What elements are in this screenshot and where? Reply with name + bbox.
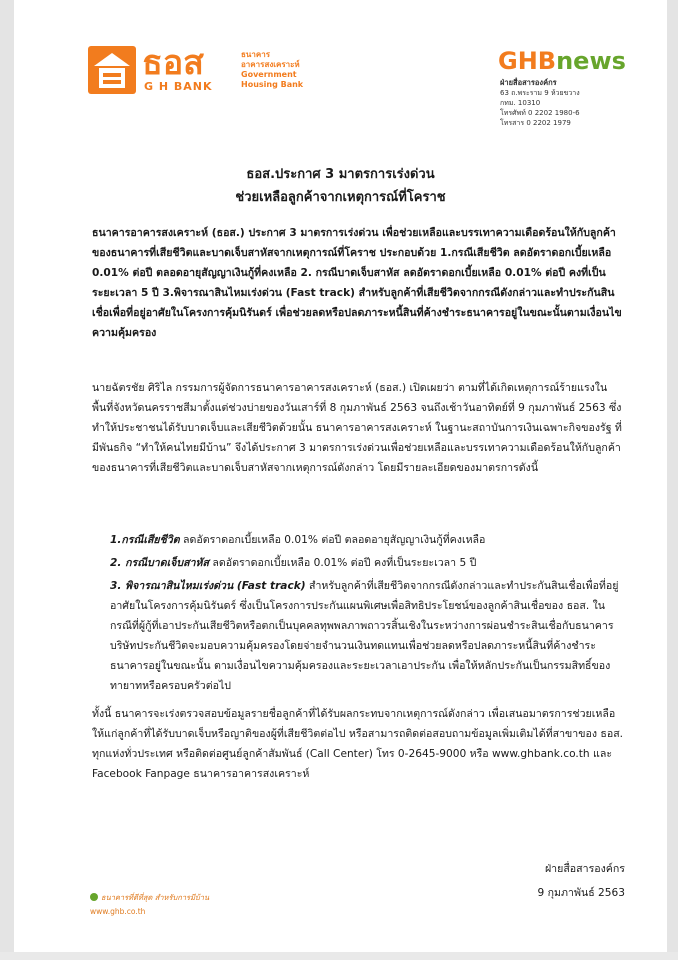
- body-paragraph-1: นายฉัตรชัย ศิริไล กรรมการผู้จัดการธนาคารอาคารสงเคราะห์ (ธอส.) เปิดเผยว่า ตามที่ได้เกิดเหตุการณ์ร้ายแรงในพื้นที่จังหวัดนครราชสีมาตั้งแต่ช่วงบ่ายของวันเสาร์ที่ 8 กุมภาพันธ์ 2563 จนถึงเช้าวันอาทิตย์ที่ 9 กุมภาพันธ์ 2563 ซึ่งทำให้ประชาชนได้รับบาดเจ็บและเสียชีวิตด้วยนั้น ธนาคารอาคารสงเคราะห์ ในฐานะสถาบันการเงินเฉพาะกิจของรัฐ ที่มีพันธกิจ “ทำให้คนไทยมีบ้าน” จึงได้ประกาศ 3 มาตรการเร่งด่วนเพื่อช่วยเหลือและบรรเทาความเดือดร้อนให้กับลูกค้าของธนาคารที่เสียชีวิตและบาดเจ็บสาหัสจากเหตุการณ์ดังกล่าว โดยมีรายละเอียดของมาตรการดังนี้: [92, 382, 622, 474]
- lead-paragraph: ธนาคารอาคารสงเคราะห์ (ธอส.) ประกาศ 3 มาตรการเร่งด่วน เพื่อช่วยเหลือและบรรเทาความเดือดร้อนให้กับลูกค้าของธนาคารที่เสียชีวิตและบาดเจ็บสาหัสจากเหตุการณ์ที่โคราช ประกอบด้วย 1.กรณีเสียชีวิต ลดอัตราดอกเบี้ยเหลือ 0.01% ต่อปี ตลอดอายุสัญญาเงินกู้ที่คงเหลือ 2. กรณีบาดเจ็บสาหัส ลดอัตราดอกเบี้ยเหลือ 0.01% ต่อปี คงที่เป็นระยะเวลา 5 ปี 3.พิจารณาสินไหมเร่งด่วน (Fast track) สำหรับลูกค้าที่เสียชีวิตจากกรณีดังกล่าวและทำประกันสินเชื่อเพื่อที่อยู่อาศัยในโครงการคุ้มนิรันดร์ เพื่อช่วยลดหรือปลดภาระหนี้สินที่ค้างชำระธนาคารอยู่ในขณะนั้นตามเงื่อนไขความคุ้มครอง: [92, 227, 622, 339]
- contact-block: [500, 78, 580, 128]
- brand-sub-line: ธนาคาร: [241, 50, 270, 59]
- measure-head: 1.กรณีเสียชีวิต: [110, 534, 180, 546]
- brand-sub-line: Government: [241, 70, 297, 79]
- headline-line-2: ช่วยเหลือลูกค้าจากเหตุการณ์ที่โคราช: [235, 190, 446, 205]
- ghb-house-icon: [86, 44, 138, 96]
- footer: [90, 891, 209, 919]
- headline-line-1: ธอส.ประกาศ 3 มาตรการเร่งด่วน: [246, 167, 435, 182]
- measure-text: ลดอัตราดอกเบี้ยเหลือ 0.01% ต่อปี คงที่เป็นระยะเวลา 5 ปี: [209, 557, 477, 569]
- contact-address: 63 ถ.พระราม 9 ห้วยขวาง: [500, 89, 580, 97]
- footer-slogan: ธนาคารที่ดีที่สุด สำหรับการมีบ้าน: [101, 893, 210, 902]
- signature-date: 9 กุมภาพันธ์ 2563: [537, 887, 625, 899]
- news-logo-ghb: GHB: [498, 47, 557, 75]
- measure-head: 2. กรณีบาดเจ็บสาหัส: [110, 557, 209, 569]
- signature-dept: ฝ่ายสื่อสารองค์กร: [544, 863, 625, 875]
- brand-eng-name: G H BANK: [144, 80, 213, 93]
- left-frame: [0, 0, 14, 960]
- ghb-news-logo: [498, 48, 626, 74]
- contact-fax: โทรสาร 0 2202 1979: [500, 119, 571, 127]
- brand-sub-line: อาคารสงเคราะห์: [241, 60, 300, 69]
- right-frame: [667, 0, 678, 960]
- measure-item-2: [110, 553, 626, 573]
- contact-address: กทม. 10310: [500, 99, 541, 107]
- brand-subtext: [241, 50, 303, 90]
- measure-head: 3. พิจารณาสินไหมเร่งด่วน (Fast track): [110, 580, 306, 592]
- measure-text: สำหรับลูกค้าที่เสียชีวิตจากกรณีดังกล่าวและทำประกันสินเชื่อเพื่อที่อยู่อาศัยในโครงการคุ้มนิรันดร์ ซึ่งเป็นโครงการประกันแผนพิเศษเพื่อสิทธิประโยชน์ของลูกค้าสินเชื่อของ ธอส. ในกรณีที่ผู้กู้ที่เอาประกันเสียชีวิตหรือตกเป็นบุคคลทุพพลภาพถาวรสิ้นเชิงในระหว่างการผ่อนชำระสินเชื่อกับธนาคาร บริษัทประกันชีวิตจะมอบความคุ้มครองโดยจ่ายจำนวนเงินทดแทนเพื่อช่วยลดหรือปลดภาระหนี้สินที่ค้างชำระธนาคารอยู่ในขณะนั้น ตามเงื่อนไขความคุ้มครองและระยะเวลาเอาประกัน เพื่อให้หลักประกันเป็นกรรมสิทธิ์ของทายาทหรือครอบครัวต่อไป: [110, 580, 619, 692]
- measure-text: ลดอัตราดอกเบี้ยเหลือ 0.01% ต่อปี ตลอดอายุสัญญาเงินกู้ที่คงเหลือ: [179, 534, 486, 546]
- footer-url: www.ghb.co.th: [90, 907, 146, 916]
- contact-tel: โทรศัพท์ 0 2202 1980-6: [500, 109, 580, 117]
- contact-dept: ฝ่ายสื่อสารองค์กร: [500, 78, 557, 87]
- document-page: [14, 0, 667, 952]
- ghb-bank-logo: [86, 44, 356, 96]
- brand-thai-name: ธอส: [142, 43, 204, 83]
- body-paragraph-2: ทั้งนี้ ธนาคารจะเร่งตรวจสอบข้อมูลรายชื่อลูกค้าที่ได้รับผลกระทบจากเหตุการณ์ดังกล่าว เพื่อเสนอมาตรการช่วยเหลือให้แก่ลูกค้าที่ได้รับบาดเจ็บหรือญาติของผู้ที่เสียชีวิตต่อไป หรือสามารถติดต่อสอบถามข้อมูลเพิ่มเติมได้ที่สาขาของ ธอส. ทุกแห่งทั่วประเทศ หรือติดต่อศูนย์ลูกค้าสัมพันธ์ (Call Center) โทร 0-2645-9000 หรือ www.ghbank.co.th และ Facebook Fanpage ธนาคารอาคารสงเคราะห์: [92, 708, 624, 780]
- measure-item-3: [110, 576, 626, 696]
- bottom-frame: [0, 952, 678, 960]
- measure-item-1: [110, 530, 626, 550]
- news-logo-news: news: [556, 47, 626, 75]
- brand-sub-line: Housing Bank: [241, 80, 304, 89]
- footer-leaf-icon: [90, 893, 98, 901]
